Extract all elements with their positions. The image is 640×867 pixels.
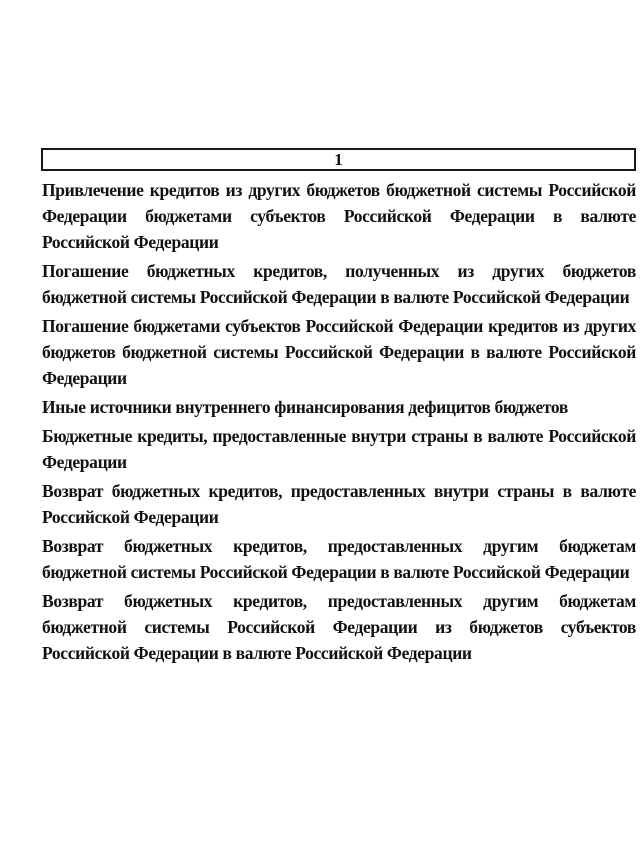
table-row: Иные источники внутреннего финансирования дефицитов бюджетов: [42, 397, 568, 417]
table-body: [42, 177, 636, 666]
table-row: Возврат бюджетных кредитов, предоставленных другим бюджетам бюджетной системы Российской Федерации из бюджетов субъектов Российской Федерации в валюте Российской Федерации: [42, 591, 636, 663]
table-row: Возврат бюджетных кредитов, предоставленных другим бюджетам бюджетной системы Российской Федерации в валюте Российской Федерации: [42, 536, 636, 582]
table-row: Погашение бюджетных кредитов, полученных из других бюджетов бюджетной системы Российской Федерации в валюте Российской Федерации: [42, 261, 636, 307]
table-column-header: 1: [41, 148, 636, 171]
table-row: Привлечение кредитов из других бюджетов бюджетной системы Российской Федерации бюджетами субъектов Российской Федерации в валюте Российской Федерации: [42, 180, 636, 252]
table-row: Возврат бюджетных кредитов, предоставленных внутри страны в валюте Российской Федерации: [42, 481, 636, 527]
table-row: Погашение бюджетами субъектов Российской Федерации кредитов из других бюджетов бюджетной системы Российской Федерации в валюте Российской Федерации: [42, 316, 636, 388]
table-row: Бюджетные кредиты, предоставленные внутри страны в валюте Российской Федерации: [42, 426, 636, 472]
